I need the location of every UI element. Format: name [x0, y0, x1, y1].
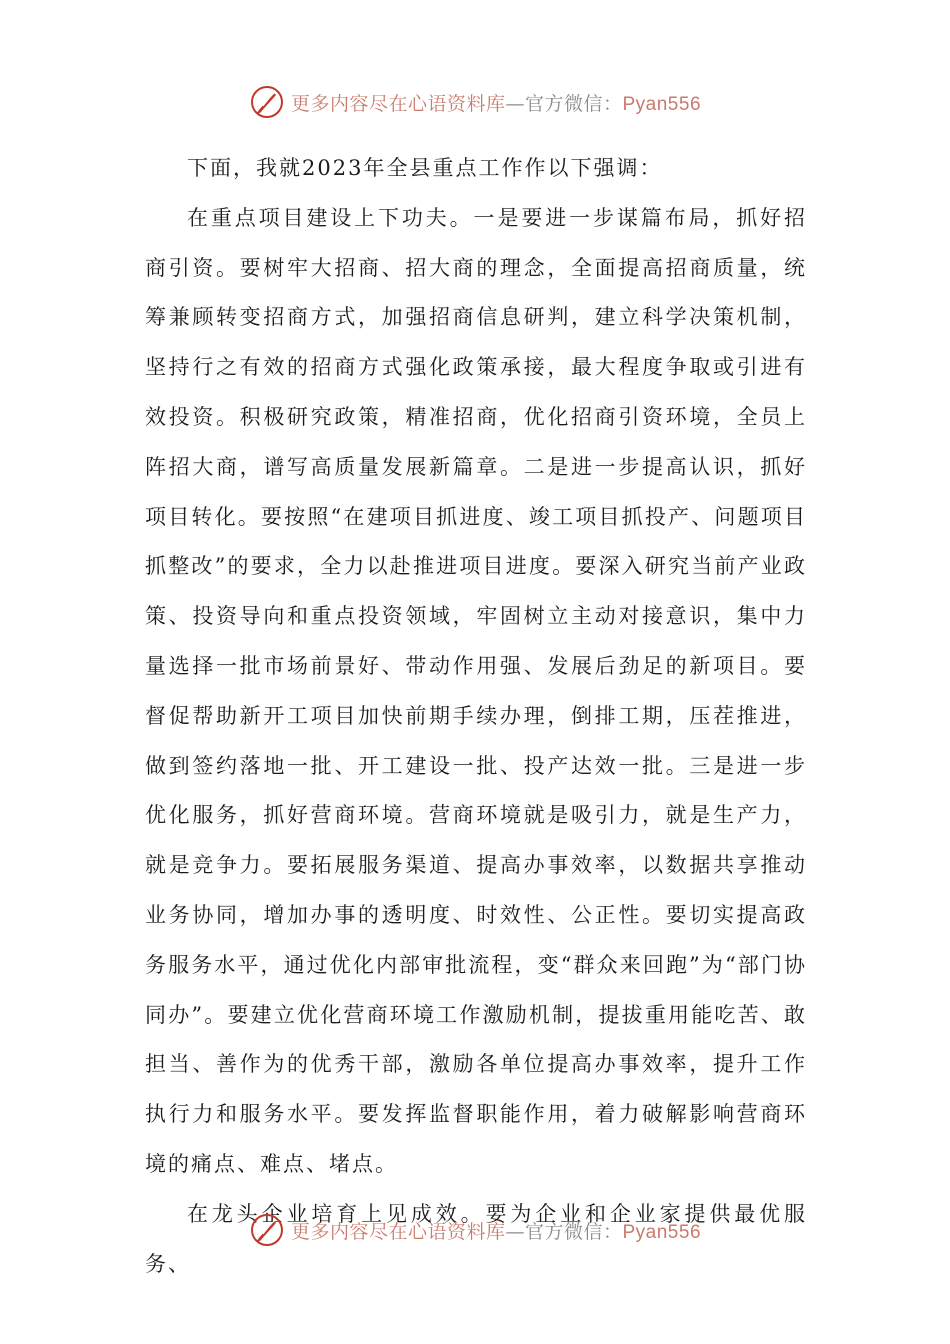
- quill-pen-logo-icon: [249, 1212, 285, 1248]
- banner-wechat-label: 官方微信：: [524, 1220, 623, 1243]
- banner-text: [291, 1217, 701, 1244]
- paragraph-leading-enterprises: 在龙头企业培育上见成效。要为企业和企业家提供最优服务、: [145, 1201, 807, 1276]
- footer-banner: [0, 1210, 950, 1250]
- header-banner: [0, 82, 950, 122]
- banner-text: [291, 89, 701, 116]
- banner-wechat-id: Pyan556: [622, 93, 702, 115]
- banner-site-text: 更多内容尽在心语资料库: [290, 1220, 506, 1243]
- banner-site-text: 更多内容尽在心语资料库: [290, 92, 506, 115]
- banner-separator: —: [505, 1220, 525, 1243]
- quill-pen-logo-icon: [249, 84, 285, 120]
- paragraph-intro: 下面，我就2023年全县重点工作作以下强调：: [187, 156, 663, 180]
- document-body: [145, 144, 807, 1289]
- paragraph-key-projects: 在重点项目建设上下功夫。一是要进一步谋篇布局，抓好招商引资。要树牢大招商、招大商的理念，全面提高招商质量，统筹兼顾转变招商方式，加强招商信息研判，建立科学决策机制，坚持行之有效的招商方式强化政策承接，最大程度争取或引进有效投资。积极研究政策，精准招商，优化招商引资环境，全员上阵招大商，谱写高质量发展新篇章。二是进一步提高认识，抓好项目转化。要按照“在建项目抓进度、竣工项目抓投产、问题项目抓整改”的要求，全力以赴推进项目进度。要深入研究当前产业政策、投资导向和重点投资领域，牢固树立主动对接意识，集中力量选择一批市场前景好、带动作用强、发展后劲足的新项目。要督促帮助新开工项目加快前期手续办理，倒排工期，压茬推进，做到签约落地一批、开工建设一批、投产达效一批。三是进一步优化服务，抓好营商环境。营商环境就是吸引力，就是生产力，就是竞争力。要拓展服务渠道、提高办事效率，以数据共享推动业务协同，增加办事的透明度、时效性、公正性。要切实提高政务服务水平，通过优化内部审批流程，变“群众来回跑”为“部门协同办”。要建立优化营商环境工作激励机制，提拔重用能吃苦、敢担当、善作为的优秀干部，激励各单位提高办事效率，提升工作执行力和服务水平。要发挥监督职能作用，着力破解影响营商环境的痛点、难点、堵点。: [145, 205, 807, 1176]
- banner-wechat-label: 官方微信：: [524, 92, 623, 115]
- banner-separator: —: [505, 92, 525, 115]
- banner-wechat-id: Pyan556: [622, 1221, 702, 1243]
